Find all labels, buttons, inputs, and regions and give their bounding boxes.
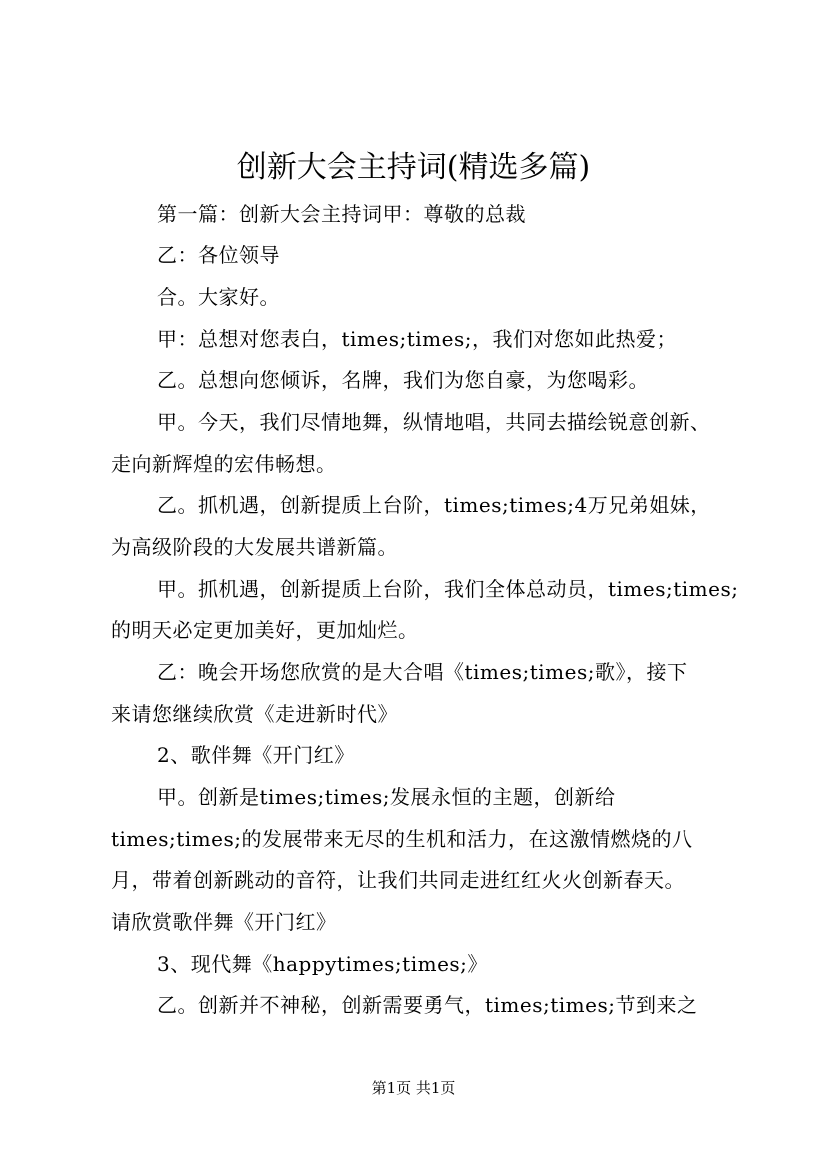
text-line: 乙：各位领导 bbox=[157, 243, 280, 267]
page-footer: 第1页 共1页 bbox=[371, 1079, 456, 1097]
text-line: 合。大家好。 bbox=[157, 285, 280, 309]
text-line: 走向新辉煌的宏伟畅想。 bbox=[111, 452, 337, 476]
text-line: 第一篇：创新大会主持词甲：尊敬的总裁 bbox=[157, 202, 526, 226]
text-line: 甲。今天，我们尽情地舞，纵情地唱，共同去描绘锐意创新、 bbox=[157, 410, 711, 434]
text-line: 乙。创新并不神秘，创新需要勇气，times;times;节到来之 bbox=[157, 993, 698, 1017]
text-line: 请欣赏歌伴舞《开门红》 bbox=[111, 910, 337, 934]
document-title: 创新大会主持词(精选多篇) bbox=[236, 150, 591, 185]
text-line: 甲。抓机遇，创新提质上台阶，我们全体总动员，times;times; bbox=[157, 577, 739, 601]
text-line: 的明天必定更加美好，更加灿烂。 bbox=[111, 618, 419, 642]
text-line: 乙：晚会开场您欣赏的是大合唱《times;times;歌》，接下 bbox=[157, 660, 688, 684]
text-line: 3、现代舞《happytimes;times;》 bbox=[157, 952, 488, 976]
text-line: 2、歌伴舞《开门红》 bbox=[157, 743, 355, 767]
text-line: 乙。抓机遇，创新提质上台阶，times;times;4万兄弟姐妹， bbox=[157, 493, 711, 517]
text-line: 来请您继续欣赏《走进新时代》 bbox=[111, 702, 398, 726]
text-line: 甲。创新是times;times;发展永恒的主题，创新给 bbox=[157, 785, 616, 809]
text-line: times;times;的发展带来无尽的生机和活力，在这激情燃烧的八 bbox=[111, 827, 693, 851]
text-line: 月，带着创新跳动的音符，让我们共同走进红红火火创新春天。 bbox=[111, 868, 685, 892]
text-line: 乙。总想向您倾诉，名牌，我们为您自豪，为您喝彩。 bbox=[157, 368, 649, 392]
text-line: 为高级阶段的大发展共谱新篇。 bbox=[111, 535, 398, 559]
text-line: 甲：总想对您表白，times;times;，我们对您如此热爱； bbox=[157, 327, 677, 351]
